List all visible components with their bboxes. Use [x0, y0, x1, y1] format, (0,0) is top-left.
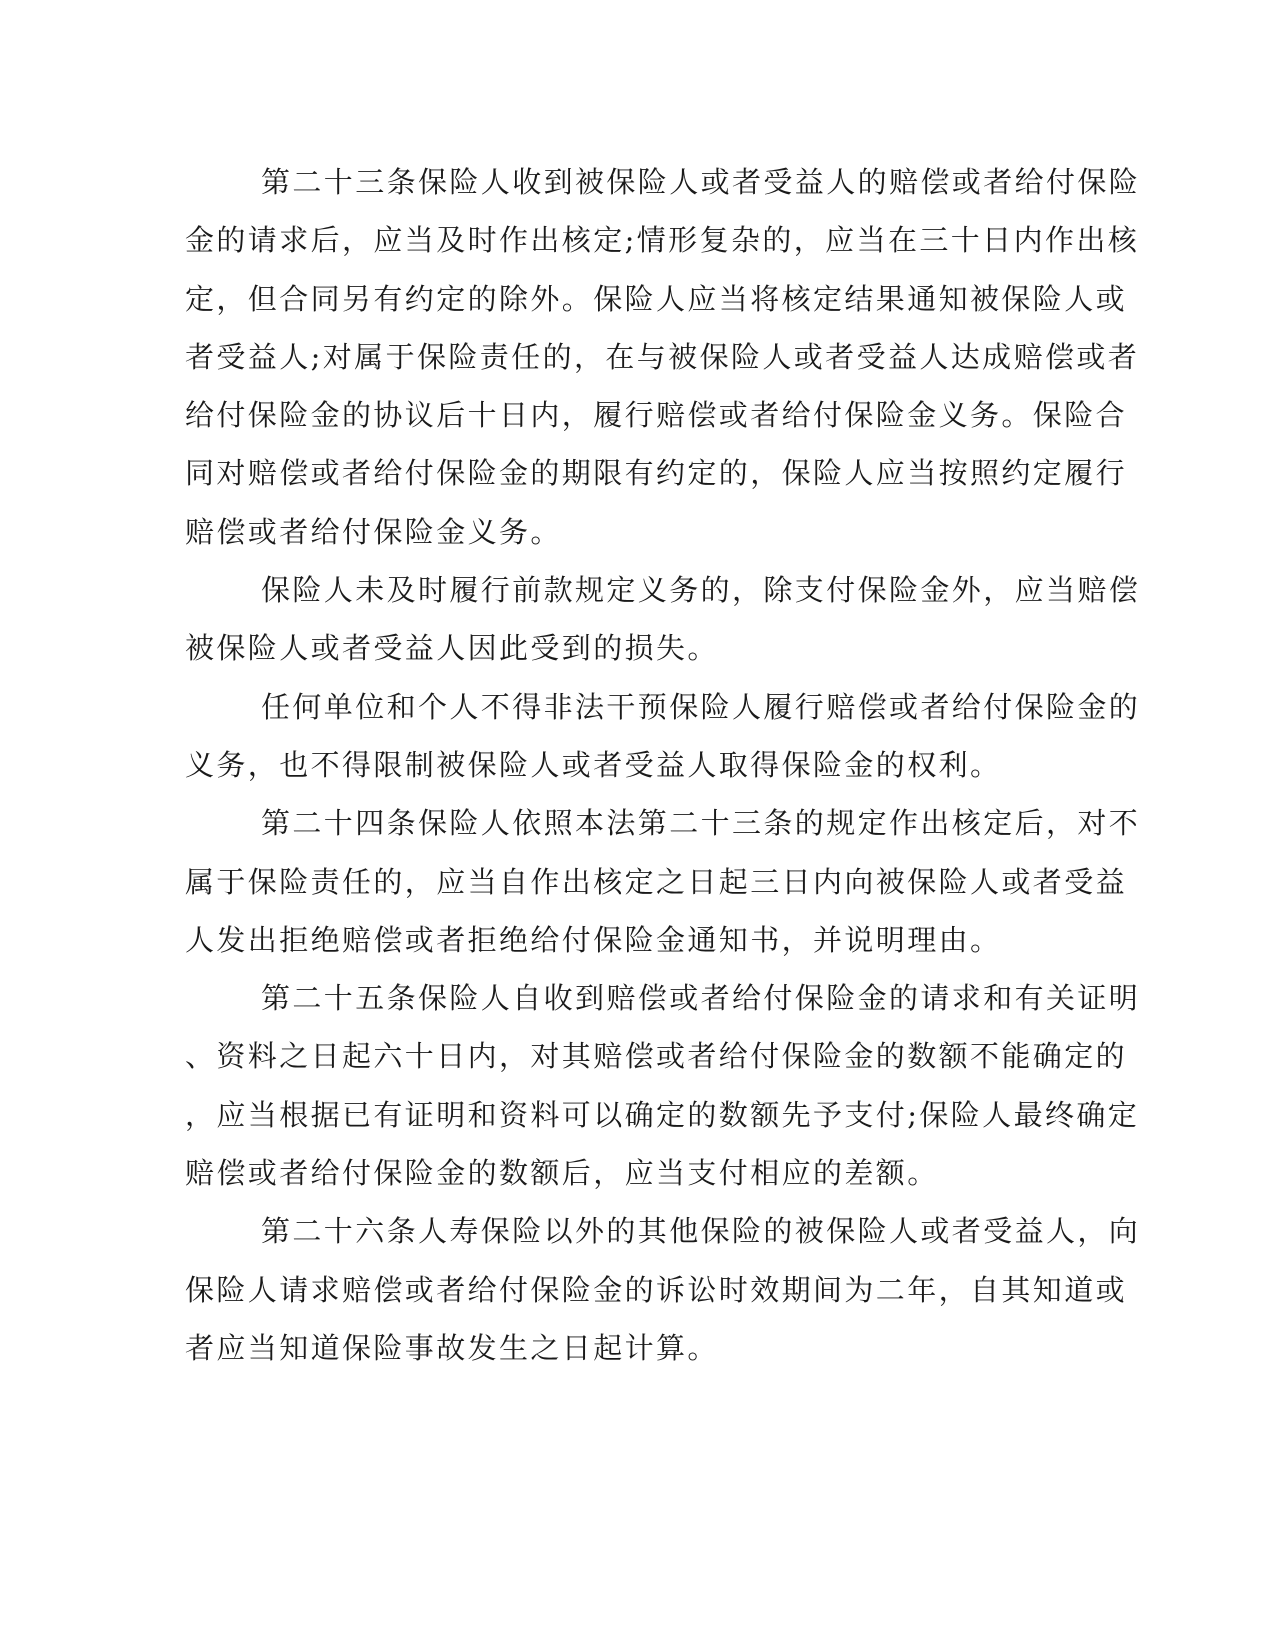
text-line: 者受益人;对属于保险责任的，在与被保险人或者受益人达成赔偿或者: [185, 339, 1140, 374]
document-body: [185, 153, 1141, 1377]
paragraph-article-25: [185, 969, 1141, 1202]
text-line: 第二十五条保险人自收到赔偿或者给付保险金的请求和有关证明: [261, 981, 1141, 1016]
paragraph-article-24: [185, 794, 1141, 969]
text-line: 任何单位和个人不得非法干预保险人履行赔偿或者给付保险金的: [261, 689, 1141, 724]
text-line: 金的请求后，应当及时作出核定;情形复杂的，应当在三十日内作出核: [185, 223, 1140, 258]
text-line: 赔偿或者给付保险金义务。: [185, 514, 562, 549]
text-line: 第二十六条人寿保险以外的其他保险的被保险人或者受益人，向: [261, 1214, 1141, 1249]
text-line: 定，但合同另有约定的除外。保险人应当将核定结果通知被保险人或: [185, 281, 1128, 316]
text-line: 者应当知道保险事故发生之日起计算。: [185, 1330, 719, 1365]
paragraph-late-performance: [185, 561, 1141, 678]
text-line: 被保险人或者受益人因此受到的损失。: [185, 631, 719, 666]
text-line: 保险人请求赔偿或者给付保险金的诉讼时效期间为二年，自其知道或: [185, 1272, 1128, 1307]
paragraph-article-26: [185, 1202, 1141, 1377]
text-line: 保险人未及时履行前款规定义务的，除支付保险金外，应当赔偿: [261, 573, 1141, 608]
text-line: ，应当根据已有证明和资料可以确定的数额先予支付;保险人最终确定: [185, 1097, 1140, 1132]
paragraph-article-23: [185, 153, 1141, 561]
text-line: 人发出拒绝赔偿或者拒绝给付保险金通知书，并说明理由。: [185, 922, 1002, 957]
text-line: 义务，也不得限制被保险人或者受益人取得保险金的权利。: [185, 747, 1002, 782]
text-line: 同对赔偿或者给付保险金的期限有约定的，保险人应当按照约定履行: [185, 456, 1128, 491]
text-line: 、资料之日起六十日内，对其赔偿或者给付保险金的数额不能确定的: [185, 1039, 1128, 1074]
text-line: 第二十四条保险人依照本法第二十三条的规定作出核定后，对不: [261, 806, 1141, 841]
text-line: 赔偿或者给付保险金的数额后，应当支付相应的差额。: [185, 1156, 939, 1191]
paragraph-no-interference: [185, 678, 1141, 795]
text-line: 第二十三条保险人收到被保险人或者受益人的赔偿或者给付保险: [261, 165, 1141, 199]
text-line: 给付保险金的协议后十日内，履行赔偿或者给付保险金义务。保险合: [185, 398, 1128, 433]
text-line: 属于保险责任的，应当自作出核定之日起三日内向被保险人或者受益: [185, 864, 1128, 899]
